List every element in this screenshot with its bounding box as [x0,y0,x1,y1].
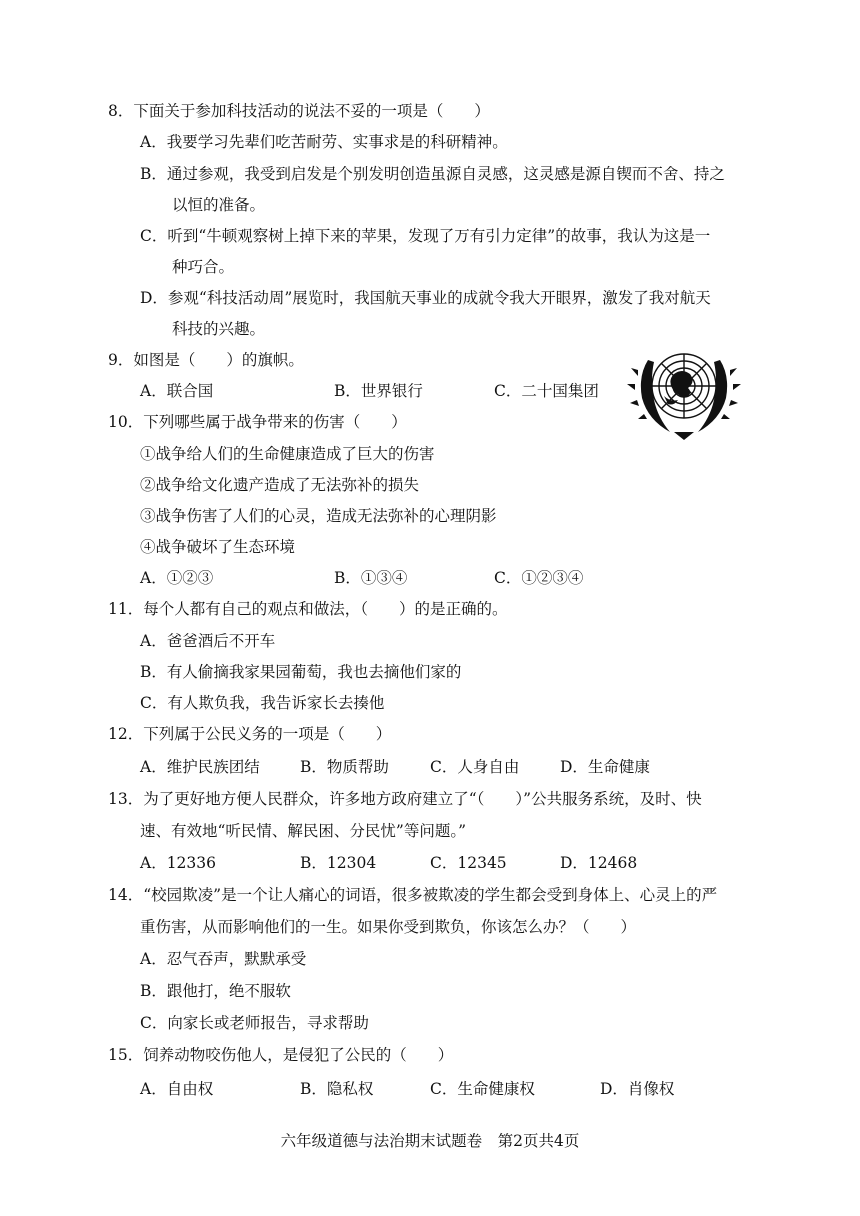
q12-option-c: C．人身自由 [430,758,520,776]
q12-option-a: A．维护民族团结 [140,758,260,776]
q11-option-b: B．有人偷摘我家果园葡萄，我也去摘他们家的 [140,663,462,681]
q8-option-d-line1: D．参观“科技活动周”展览时，我国航天事业的成就令我大开眼界，激发了我对航天 [140,289,711,307]
q13-option-a: A．12336 [140,854,217,872]
q14-stem-line1: 14．“校园欺凌”是一个让人痛心的词语，很多被欺凌的学生都会受到身体上、心灵上的严 [108,886,718,904]
q10-option-c: C．①②③④ [494,569,584,587]
q11-stem: 11．每个人都有自己的观点和做法，（ ）的是正确的。 [108,600,508,618]
q13-option-c: C．12345 [430,854,507,872]
q14-stem-line2: 重伤害，从而影响他们的一生。如果你受到欺负，你该怎么办？（ ） [140,918,637,936]
q15-option-d: D．肖像权 [600,1080,675,1098]
un-emblem-icon [624,340,744,444]
q10-statement-3: ③战争伤害了人们的心灵，造成无法弥补的心理阴影 [140,507,497,525]
q10-statement-4: ④战争破坏了生态环境 [140,538,296,556]
q10-option-a: A．①②③ [140,569,214,587]
q8-option-c-line1: C．听到“牛顿观察树上掉下来的苹果，发现了万有引力定律”的故事，我认为这是一 [140,227,711,245]
q13-stem-line2: 速、有效地“听民情、解民困、分民忧”等问题。” [140,822,467,840]
q10-stem: 10．下列哪些属于战争带来的伤害（ ） [108,413,407,431]
q13-option-d: D．12468 [560,854,638,872]
q8-option-b-line2: 以恒的准备。 [172,196,266,214]
q15-option-c: C．生命健康权 [430,1080,535,1098]
q10-statement-1: ①战争给人们的生命健康造成了巨大的伤害 [140,445,435,463]
q11-option-c: C．有人欺负我，我告诉家长去揍他 [140,694,385,712]
q15-option-a: A．自由权 [140,1080,214,1098]
q14-option-b: B．跟他打，绝不服软 [140,982,291,1000]
q12-option-d: D．生命健康 [560,758,650,776]
q11-option-a: A．爸爸酒后不开车 [140,632,276,650]
page-footer: 六年级道德与法治期末试题卷 第2页共4页 [280,1132,580,1150]
q13-stem-line1: 13．为了更好地方便人民群众，许多地方政府建立了“（ ）”公共服务系统，及时、快 [108,790,702,808]
q9-option-b: B．世界银行 [334,382,423,400]
q8-option-a: A．我要学习先辈们吃苦耐劳、实事求是的科研精神。 [140,133,508,151]
q9-option-c: C．二十国集团 [494,382,599,400]
q8-option-b-line1: B．通过参观，我受到启发是个别发明创造虽源自灵感，这灵感是源自锲而不舍、持之 [140,165,725,183]
q9-stem: 9．如图是（ ）的旗帜。 [108,351,304,369]
q9-option-a: A．联合国 [140,382,214,400]
q10-option-b: B．①③④ [334,569,408,587]
q10-statement-2: ②战争给文化遗产造成了无法弥补的损失 [140,476,420,494]
q12-option-b: B．物质帮助 [300,758,389,776]
q15-stem: 15．饲养动物咬伤他人，是侵犯了公民的（ ） [108,1046,454,1064]
q14-option-c: C．向家长或老师报告，寻求帮助 [140,1014,369,1032]
q8-option-d-line2: 科技的兴趣。 [172,320,266,338]
q8-stem: 8．下面关于参加科技活动的说法不妥的一项是（ ） [108,102,490,120]
q8-option-c-line2: 种巧合。 [172,258,235,276]
q12-stem: 12．下列属于公民义务的一项是（ ） [108,725,392,743]
q14-option-a: A．忍气吞声，默默承受 [140,950,307,968]
q15-option-b: B．隐私权 [300,1080,374,1098]
q13-option-b: B．12304 [300,854,377,872]
